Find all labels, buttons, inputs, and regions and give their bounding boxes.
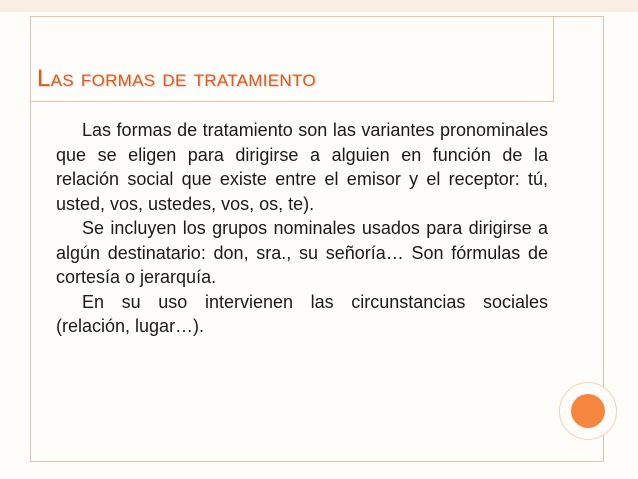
paragraph-nominal-groups: Se incluyen los grupos nominales usados para dirigirse a algún destinatario: don, sra., su señoría… Son fórmulas de cortesía o jerarquía. [56, 218, 548, 287]
top-decor-strip [0, 0, 638, 12]
slide-body [56, 118, 548, 339]
decorative-circle-dot [571, 394, 605, 428]
paragraph-social-circumstances: En su uso intervienen las circunstancias sociales (relación, lugar…). [56, 291, 548, 336]
slide-title: Las formas de tratamiento [37, 65, 316, 92]
paragraph-definition: Las formas de tratamiento son las variantes pronominales que se eligen para dirigirse a alguien en función de la relación social que existe entre el emisor y el receptor: tú, usted, vos, ustedes, vos, os, te). [56, 120, 548, 214]
